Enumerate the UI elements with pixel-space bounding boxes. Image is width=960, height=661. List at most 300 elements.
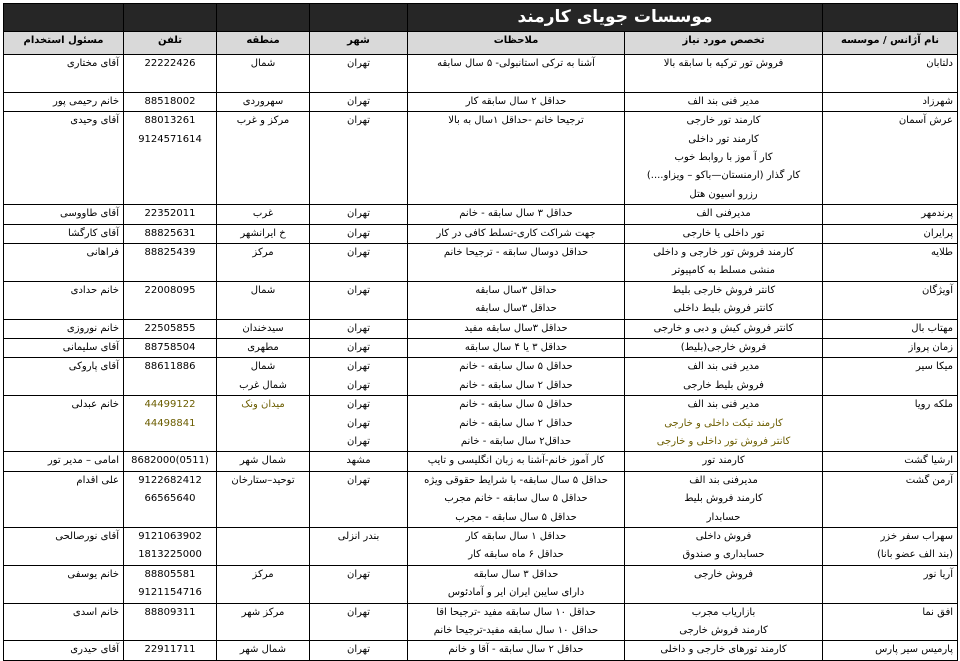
responsible-line: خانم نوروزی <box>66 322 119 334</box>
agency-line: افق نما <box>922 606 954 618</box>
cell-city <box>310 205 408 224</box>
city-line: تهران <box>346 341 371 353</box>
city-line: تهران <box>346 417 371 429</box>
cell-agency <box>823 603 958 641</box>
responsible-line: آقای سلیمانی <box>62 341 119 353</box>
agency-line: سهراب سفر خزر <box>880 530 954 542</box>
cell-city <box>310 92 408 111</box>
cell-area <box>217 358 310 396</box>
responsible-line: فراهانی <box>86 246 119 258</box>
cell-specialty <box>625 471 823 527</box>
cell-notes <box>408 243 625 281</box>
title-blank-cell <box>823 4 958 32</box>
cell-area <box>217 471 310 527</box>
phone-line: 9121154716 <box>138 587 202 599</box>
area-line: شمال شهر <box>239 455 287 467</box>
notes-line: حداقل ۱۰ سال سابقه مفید-ترجیحا خانم <box>433 624 599 636</box>
city-line: تهران <box>346 284 371 296</box>
specialty-line: کارمند تورهای خارجی و داخلی <box>660 644 787 656</box>
notes-line: حداقل ۲ سال سابقه - خانم <box>459 417 573 429</box>
phone-line: 44499122 <box>144 399 196 411</box>
specialty-line: کار آ موز با روابط خوب <box>674 151 773 163</box>
cell-city <box>310 565 408 603</box>
specialty-line: کارمند تور خارجی <box>686 115 761 127</box>
specialty-line: کارمند تیکت داخلی و خارجی <box>664 417 783 429</box>
specialty-line: کانتر فروش تور داخلی و خارجی <box>656 435 791 447</box>
cell-area <box>217 112 310 205</box>
header-notes: ملاحظات <box>408 32 625 55</box>
area-line: مرکز <box>252 568 274 580</box>
title-blank-cell <box>310 4 408 32</box>
cell-area <box>217 205 310 224</box>
header-specialty: تخصص مورد نیاز <box>625 32 823 55</box>
cell-notes <box>408 224 625 243</box>
header-area: منطقه <box>217 32 310 55</box>
responsible-line: آقای پاروکی <box>68 361 119 373</box>
notes-line: ترجیحا خانم -حداقل ۱سال به بالا <box>448 115 584 127</box>
cell-city <box>310 641 408 660</box>
cell-notes <box>408 641 625 660</box>
cell-specialty <box>625 319 823 338</box>
cell-city <box>310 603 408 641</box>
phone-line: 88825439 <box>144 246 196 258</box>
notes-line: حداقل ۳ سال سابقه <box>473 568 559 580</box>
agency-line: مهتاب بال <box>911 322 954 334</box>
cell-specialty <box>625 565 823 603</box>
agency-line: پارمیس سیر پارس <box>875 644 954 656</box>
header-agency: نام آژانس / موسسه <box>823 32 958 55</box>
area-line: غرب <box>252 208 274 220</box>
area-line: شمال غرب <box>239 379 287 391</box>
table-row <box>4 603 958 641</box>
cell-agency <box>823 527 958 565</box>
city-line: تهران <box>346 208 371 220</box>
specialty-line: کانتر فروش بلیط داخلی <box>673 303 774 315</box>
cell-agency <box>823 358 958 396</box>
notes-line: جهت شراکت کاری-تسلط کافی در کار <box>436 227 596 239</box>
title-blank-cell <box>4 4 124 32</box>
agency-table <box>3 3 958 661</box>
cell-responsible <box>4 243 124 281</box>
cell-city <box>310 471 408 527</box>
cell-area <box>217 55 310 93</box>
cell-area <box>217 641 310 660</box>
cell-responsible <box>4 92 124 111</box>
cell-notes <box>408 319 625 338</box>
cell-area <box>217 224 310 243</box>
cell-phone <box>124 319 217 338</box>
notes-line: حداقل ۱ سال سابقه کار <box>465 530 567 542</box>
notes-line: آشنا به ترکی استانبولی- ۵ سال سابقه <box>437 58 595 69</box>
agency-line: شهرزاد <box>922 95 954 107</box>
cell-notes <box>408 281 625 319</box>
table-row <box>4 338 958 357</box>
cell-agency <box>823 55 958 93</box>
cell-notes <box>408 452 625 471</box>
cell-responsible <box>4 224 124 243</box>
specialty-line: کانتر فروش خارجی بلیط <box>671 284 776 296</box>
phone-line: 22352011 <box>144 208 196 220</box>
specialty-line: منشی مسلط به کامپیوتر <box>671 265 776 277</box>
phone-line: 22008095 <box>144 284 196 296</box>
cell-specialty <box>625 92 823 111</box>
phone-line: 22222426 <box>144 58 196 69</box>
title-row <box>4 4 958 32</box>
table-row <box>4 396 958 452</box>
cell-agency <box>823 471 958 527</box>
cell-responsible <box>4 281 124 319</box>
phone-line: 44498841 <box>144 417 196 429</box>
table-row <box>4 471 958 527</box>
specialty-line: رزرو اسیون هتل <box>689 188 758 200</box>
notes-line: حداقل ۵ سال سابقه - خانم مجرب <box>444 493 588 505</box>
responsible-line: آقای وحیدی <box>70 115 119 127</box>
header-row <box>4 32 958 55</box>
cell-responsible <box>4 452 124 471</box>
cell-agency <box>823 205 958 224</box>
city-line: تهران <box>346 568 371 580</box>
cell-specialty <box>625 358 823 396</box>
specialty-line: فروش تور ترکیه با سابقه بالا <box>663 58 784 69</box>
notes-line: حداقل ۳سال سابقه <box>475 303 557 315</box>
cell-phone <box>124 205 217 224</box>
city-line: تهران <box>346 58 371 69</box>
cell-agency <box>823 112 958 205</box>
cell-responsible <box>4 565 124 603</box>
cell-responsible <box>4 603 124 641</box>
cell-agency <box>823 224 958 243</box>
cell-notes <box>408 358 625 396</box>
city-line: تهران <box>346 227 371 239</box>
specialty-line: حسابداری و صندوق <box>682 549 765 561</box>
table-row <box>4 92 958 111</box>
specialty-line: کارمند فروش تور خارجی و داخلی <box>653 246 794 258</box>
table-row <box>4 224 958 243</box>
agency-line: پرایران <box>923 227 954 239</box>
specialty-line: مدیرفنی بند الف <box>689 474 758 486</box>
cell-responsible <box>4 641 124 660</box>
cell-phone <box>124 565 217 603</box>
notes-line: حداقل ۳سال سابقه <box>475 284 557 296</box>
responsible-line: خانم یوسفی <box>67 568 119 580</box>
city-line: تهران <box>346 322 371 334</box>
cell-phone <box>124 527 217 565</box>
city-line: تهران <box>346 474 371 486</box>
cell-responsible <box>4 358 124 396</box>
city-line: تهران <box>346 379 371 391</box>
area-line: مرکز <box>252 246 274 258</box>
title-blank-cell <box>124 4 217 32</box>
cell-city <box>310 452 408 471</box>
cell-notes <box>408 565 625 603</box>
notes-line: حداقل ۳ یا ۴ سال سابقه <box>464 341 568 353</box>
cell-specialty <box>625 338 823 357</box>
city-line: تهران <box>346 399 371 411</box>
cell-agency <box>823 452 958 471</box>
table-row <box>4 452 958 471</box>
area-line: سهروردی <box>242 95 284 107</box>
notes-line: حداقل ۵ سال سابقه- با شرایط حقوقی ویژه <box>424 474 608 486</box>
cell-specialty <box>625 55 823 93</box>
specialty-line: مدیر فنی بند الف <box>687 361 760 373</box>
cell-city <box>310 396 408 452</box>
specialty-line: کار گذار (ارمنستان—باکو – ویزاو....) <box>646 170 801 182</box>
cell-agency <box>823 396 958 452</box>
cell-notes <box>408 396 625 452</box>
agency-line: آویژگان <box>921 284 954 296</box>
cell-city <box>310 527 408 565</box>
cell-phone <box>124 224 217 243</box>
agency-line: ملکه رویا <box>914 399 954 411</box>
phone-line: 22505855 <box>144 322 196 334</box>
specialty-line: کارمند فروش بلیط <box>684 493 763 505</box>
cell-city <box>310 55 408 93</box>
cell-phone <box>124 641 217 660</box>
specialty-line: حسابدار <box>706 511 741 523</box>
city-line: تهران <box>346 115 371 127</box>
cell-specialty <box>625 243 823 281</box>
notes-line: کار آموز خانم-آشنا به زبان انگلیسی و تایپ <box>427 455 605 467</box>
responsible-line: خانم حدادی <box>70 284 119 296</box>
table-row <box>4 358 958 396</box>
cell-responsible <box>4 527 124 565</box>
table-row <box>4 55 958 93</box>
cell-city <box>310 358 408 396</box>
cell-area <box>217 92 310 111</box>
cell-notes <box>408 338 625 357</box>
phone-line: 88518002 <box>144 95 196 107</box>
cell-area <box>217 396 310 452</box>
specialty-line: بازاریاب مجرب <box>691 606 756 618</box>
area-line: شمال <box>250 284 276 296</box>
cell-city <box>310 243 408 281</box>
city-line: بندر انزلی <box>337 530 380 542</box>
phone-line: 88611886 <box>144 361 196 373</box>
cell-notes <box>408 205 625 224</box>
table-row <box>4 641 958 660</box>
agency-line: آریا نور <box>923 568 954 580</box>
specialty-line: تور داخلی یا خارجی <box>682 227 765 239</box>
phone-line: 88809311 <box>144 606 196 618</box>
table-row <box>4 112 958 205</box>
notes-line: حداقل دوسال سابقه - ترجیحا خانم <box>443 246 589 258</box>
responsible-line: خانم عبدلی <box>71 399 119 411</box>
city-line: تهران <box>346 246 371 258</box>
cell-phone <box>124 338 217 357</box>
cell-notes <box>408 527 625 565</box>
city-line: تهران <box>346 361 371 373</box>
table-row <box>4 281 958 319</box>
agency-line: طلایه <box>930 246 954 258</box>
area-line: سیدخندان <box>242 322 284 334</box>
specialty-line: فروش خارجی <box>693 568 754 580</box>
notes-line: حداقل ۲ سال سابقه کار <box>465 95 567 107</box>
header-city: شهر <box>310 32 408 55</box>
notes-line: حداقل ۲ سال سابقه - خانم <box>459 379 573 391</box>
responsible-line: آقای طاووسی <box>60 208 119 220</box>
cell-specialty <box>625 603 823 641</box>
cell-responsible <box>4 55 124 93</box>
table-row <box>4 527 958 565</box>
cell-city <box>310 319 408 338</box>
area-line <box>221 528 305 546</box>
phone-line: 8682000(0511) <box>131 455 209 467</box>
responsible-line: علی اقدام <box>76 474 119 486</box>
specialty-line: کانتر فروش کیش و دبی و خارجی <box>653 322 794 334</box>
cell-specialty <box>625 224 823 243</box>
cell-specialty <box>625 396 823 452</box>
cell-notes <box>408 471 625 527</box>
cell-city <box>310 112 408 205</box>
phone-line: 88805581 <box>144 568 196 580</box>
notes-line: حداقل ۵ سال سابقه - مجرب <box>455 511 577 523</box>
notes-line: حداقل ۲ سال سابقه - آقا و خانم <box>448 644 584 656</box>
cell-area <box>217 527 310 565</box>
table-row <box>4 243 958 281</box>
specialty-line: فروش داخلی <box>695 530 752 542</box>
cell-area <box>217 338 310 357</box>
agency-line: (بند الف عضو بانا) <box>876 549 954 561</box>
phone-line: 9124571614 <box>138 133 202 145</box>
cell-notes <box>408 603 625 641</box>
cell-phone <box>124 452 217 471</box>
specialty-line: فروش بلیط خارجی <box>683 379 764 391</box>
cell-agency <box>823 338 958 357</box>
agency-line: میکا سیر <box>915 361 954 373</box>
cell-specialty <box>625 452 823 471</box>
responsible-line: آقای کارگشا <box>68 227 119 239</box>
area-line: خ ایرانشهر <box>240 227 286 239</box>
cell-phone <box>124 243 217 281</box>
table-row <box>4 565 958 603</box>
city-line: مشهد <box>346 455 371 467</box>
notes-line: حداقل ۱۰ سال سابقه مفید -ترجیحا اقا <box>436 606 596 618</box>
header-phone: تلفن <box>124 32 217 55</box>
agency-line: دلتابان <box>926 58 954 69</box>
phone-line: 9122682412 <box>138 474 202 486</box>
cell-specialty <box>625 205 823 224</box>
cell-phone <box>124 603 217 641</box>
phone-line: 88758504 <box>144 341 196 353</box>
cell-area <box>217 603 310 641</box>
phone-line: 88825631 <box>144 227 196 239</box>
cell-phone <box>124 55 217 93</box>
specialty-line: مدیر فنی بند الف <box>687 95 760 107</box>
cell-area <box>217 452 310 471</box>
cell-notes <box>408 112 625 205</box>
cell-responsible <box>4 338 124 357</box>
cell-phone <box>124 471 217 527</box>
table-row <box>4 205 958 224</box>
phone-line: 1813225000 <box>138 549 202 561</box>
cell-specialty <box>625 641 823 660</box>
notes-line: دارای سایبن ایران ایر و آمادئوس <box>447 587 585 599</box>
header-responsible: مسئول استخدام <box>4 32 124 55</box>
cell-agency <box>823 319 958 338</box>
cell-specialty <box>625 527 823 565</box>
notes-line: حداقل ۳سال سابقه مفید <box>464 322 568 334</box>
cell-agency <box>823 641 958 660</box>
cell-agency <box>823 565 958 603</box>
agency-line: آرمن گشت <box>905 474 954 486</box>
cell-agency <box>823 281 958 319</box>
notes-line: حداقل ۳ سال سابقه - خانم <box>459 208 573 220</box>
area-line: شمال <box>250 361 276 373</box>
cell-specialty <box>625 112 823 205</box>
responsible-line: آقای مختاری <box>66 58 119 69</box>
cell-area <box>217 319 310 338</box>
cell-notes <box>408 55 625 93</box>
agency-line: زمان پرواز <box>908 341 954 353</box>
responsible-line: آقای نورصالحی <box>55 530 119 542</box>
page-title: موسسات جویای کارمند <box>408 4 823 32</box>
area-line: مرکز شهر <box>241 606 285 618</box>
agency-line: ارشیا گشت <box>904 455 954 467</box>
responsible-line: خانم اسدی <box>72 606 119 618</box>
responsible-line: خانم رحیمی پور <box>53 95 119 107</box>
area-line: مطهری <box>247 341 279 353</box>
area-line: توحید–ستارخان <box>231 474 295 486</box>
notes-line: حداقل ۵ سال سابقه - خانم <box>459 399 573 411</box>
agency-line: پرندمهر <box>921 208 954 220</box>
responsible-line: آقای حیدری <box>70 644 119 656</box>
notes-line: حداقل ۵ سال سابقه - خانم <box>459 361 573 373</box>
area-line: شمال شهر <box>239 644 287 656</box>
cell-agency <box>823 92 958 111</box>
specialty-line: کارمند فروش خارجی <box>679 624 768 636</box>
table-row <box>4 319 958 338</box>
cell-phone <box>124 396 217 452</box>
cell-specialty <box>625 281 823 319</box>
title-blank-cell <box>217 4 310 32</box>
phone-line: 9121063902 <box>138 530 202 542</box>
notes-line: حداقل ۶ ماه سابقه کار <box>468 549 564 561</box>
city-line: تهران <box>346 644 371 656</box>
cell-area <box>217 243 310 281</box>
agency-line: عرش آسمان <box>898 115 954 127</box>
area-line: مرکز و غرب <box>236 115 290 127</box>
area-line: شمال <box>250 58 276 69</box>
cell-city <box>310 338 408 357</box>
cell-area <box>217 281 310 319</box>
specialty-line: مدیرفنی الف <box>696 208 751 220</box>
city-line: تهران <box>346 435 371 447</box>
cell-notes <box>408 92 625 111</box>
notes-line: حداقل۲ سال سابقه - خانم <box>460 435 572 447</box>
specialty-line: فروش خارجی(بلیط) <box>680 341 767 353</box>
specialty-line: کارمند تور داخلی <box>688 133 759 145</box>
phone-line: 66565640 <box>144 493 196 505</box>
cell-responsible <box>4 319 124 338</box>
cell-city <box>310 224 408 243</box>
city-line: تهران <box>346 95 371 107</box>
phone-line: 22911711 <box>144 644 196 656</box>
cell-agency <box>823 243 958 281</box>
cell-phone <box>124 281 217 319</box>
specialty-line: مدیر فنی بند الف <box>687 399 760 411</box>
cell-phone <box>124 92 217 111</box>
phone-line: 88013261 <box>144 115 196 127</box>
cell-area <box>217 565 310 603</box>
cell-responsible <box>4 396 124 452</box>
city-line: تهران <box>346 606 371 618</box>
responsible-line: امامی – مدیر تور <box>47 455 119 467</box>
cell-city <box>310 281 408 319</box>
specialty-line: کارمند تور <box>702 455 745 467</box>
cell-phone <box>124 112 217 205</box>
cell-phone <box>124 358 217 396</box>
cell-responsible <box>4 205 124 224</box>
